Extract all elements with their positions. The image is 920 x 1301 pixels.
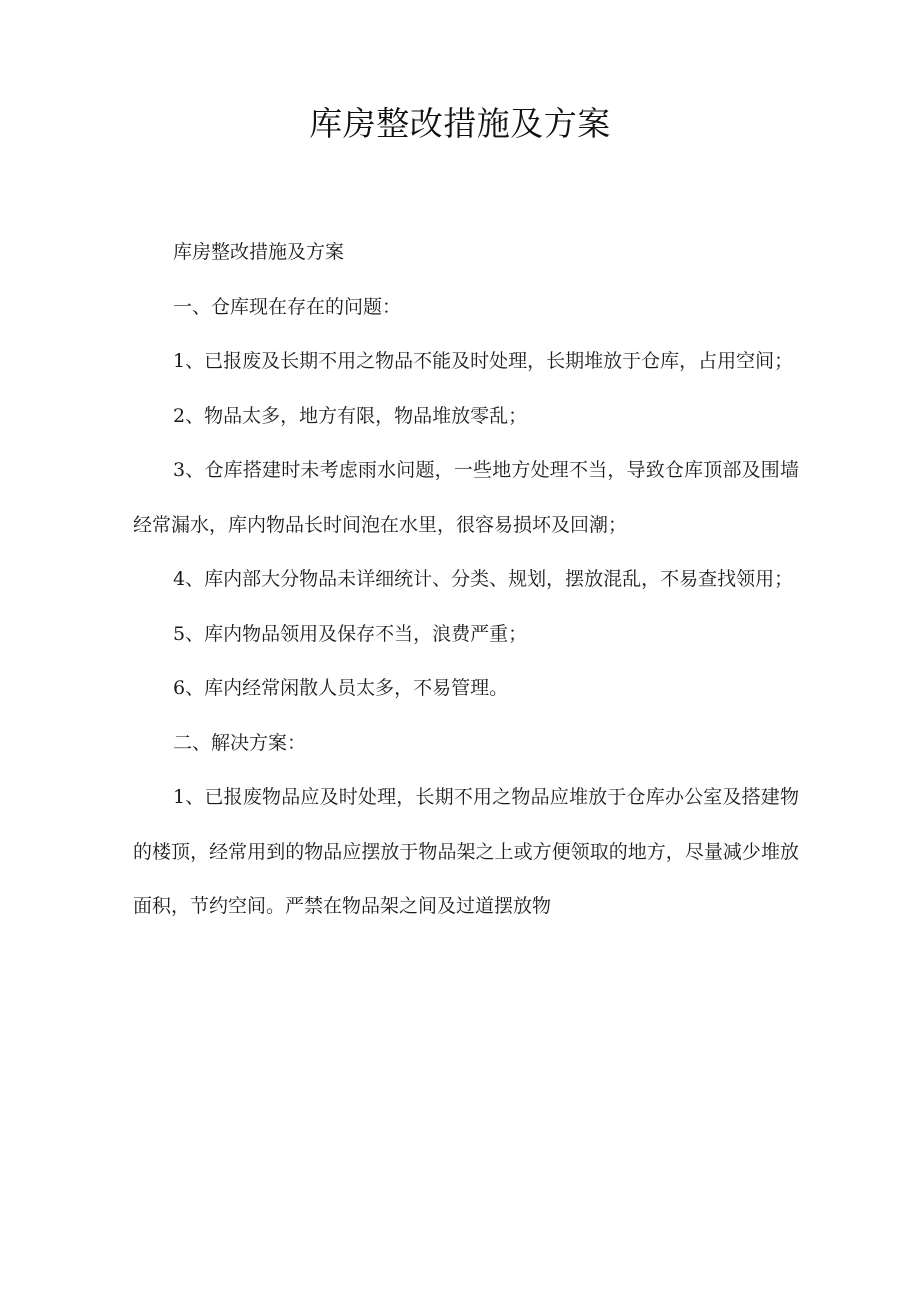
document-title: 库房整改措施及方案 xyxy=(309,104,611,143)
problem-item-4: 4、库内部大分物品未详细统计、分类、规划，摆放混乱，不易查找领用； xyxy=(173,568,794,590)
section-heading-solutions: 二、解决方案： xyxy=(173,731,307,754)
problem-item-6: 6、库内经常闲散人员太多，不易管理。 xyxy=(173,677,509,699)
problem-item-2: 2、物品太多，地方有限，物品堆放零乱； xyxy=(173,404,528,427)
section-heading-problems: 一、仓库现在存在的问题： xyxy=(173,295,402,318)
solution-item-1: 1、已报废物品应及时处理，长期不用之物品应堆放于仓库办公室及搭建物的楼顶，经常用到的物品应摆放于物品架之上或方便领取的地方，尽量减少堆放面积，节约空间。严禁在物品架之间及过道摆放物 xyxy=(133,786,799,917)
paragraph-subtitle: 库房整改措施及方案 xyxy=(173,241,345,263)
problem-item-5: 5、库内物品领用及保存不当，浪费严重； xyxy=(173,622,528,645)
problem-item-3: 3、仓库搭建时未考虑雨水问题，一些地方处理不当，导致仓库顶部及围墙经常漏水，库内物品长时间泡在水里，很容易损坏及回潮； xyxy=(133,459,799,536)
document-body xyxy=(133,225,799,934)
problem-item-1: 1、已报废及长期不用之物品不能及时处理，长期堆放于仓库，占用空间； xyxy=(173,350,794,372)
